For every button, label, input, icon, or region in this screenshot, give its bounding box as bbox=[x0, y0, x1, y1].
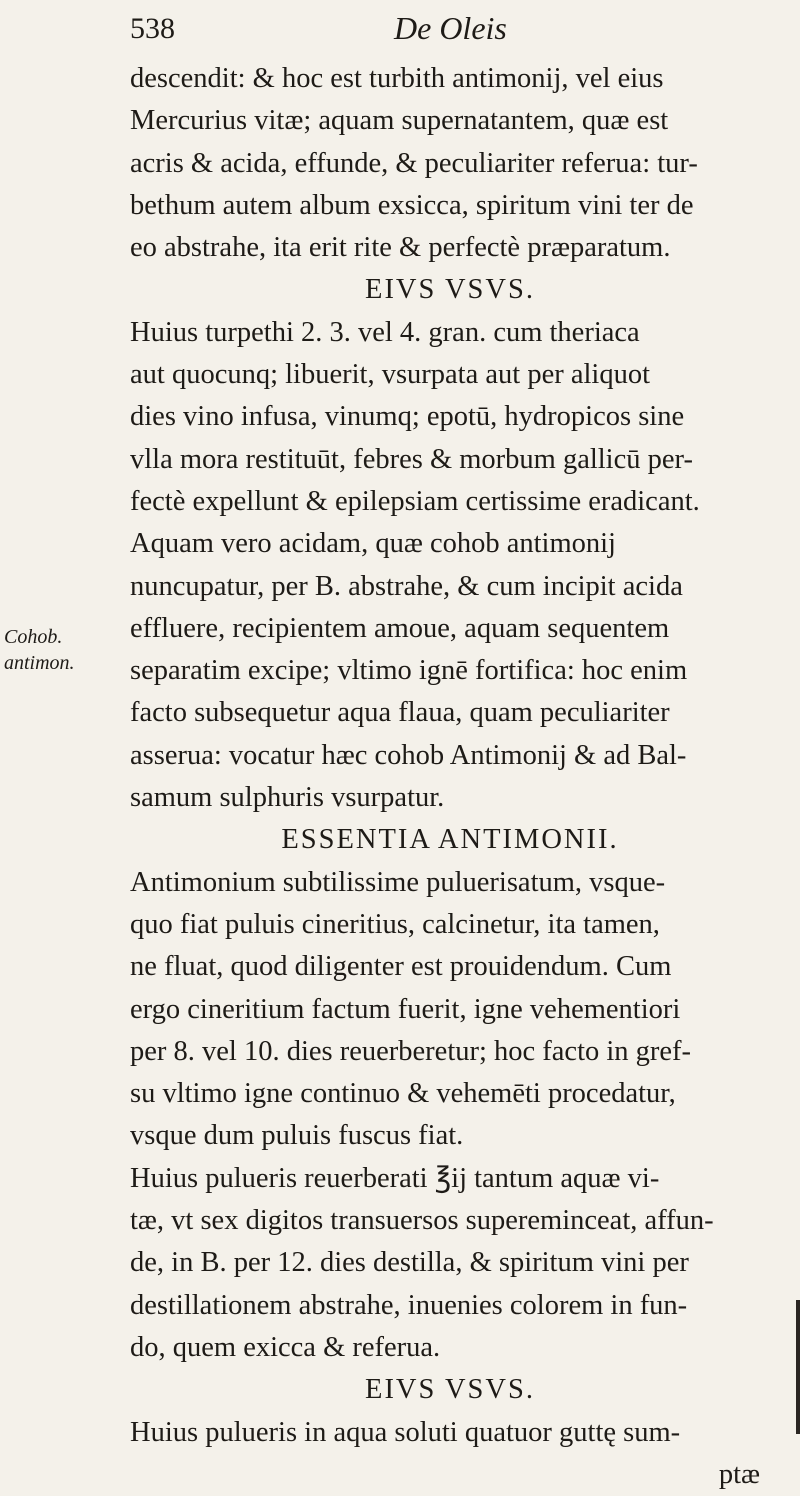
text-line: de, in B. per 12. dies destilla, & spiritum vini per bbox=[130, 1247, 689, 1279]
text-line: tæ, vt sex digitos transuersos supereminceat, affun- bbox=[130, 1205, 714, 1237]
text-line: destillationem abstrahe, inuenies colorem in fun- bbox=[130, 1289, 688, 1321]
text-line: Huius pulueris reuerberati ℥ij tantum aquæ vi- bbox=[130, 1162, 660, 1194]
marginal-note-line: Cohob. bbox=[4, 626, 63, 648]
text-line: Aquam vero acidam, quæ cohob antimonij bbox=[130, 528, 616, 560]
text-line: effluere, recipientem amoue, aquam sequentem bbox=[130, 612, 670, 644]
text-line: Mercurius vitæ; aquam supernatantem, quæ est bbox=[130, 105, 669, 137]
text-line: eo abstrahe, ita erit rite & perfectè præparatum. bbox=[130, 232, 671, 264]
text-line: fectè expellunt & epilepsiam certissime eradicant. bbox=[130, 485, 700, 517]
text-line: facto subsequetur aqua flaua, quam peculiariter bbox=[130, 697, 670, 729]
text-line: bethum autem album exsicca, spiritum vini ter de bbox=[130, 189, 694, 221]
marginal-note bbox=[4, 624, 124, 676]
text-line: acris & acida, effunde, & peculiariter referua: tur- bbox=[130, 147, 698, 179]
page-number: 538 bbox=[130, 12, 175, 45]
text-line: nuncupatur, per B. abstrahe, & cum incipit acida bbox=[130, 570, 683, 602]
section-heading: EIVS VSVS. bbox=[365, 274, 535, 306]
text-line: do, quem exicca & referua. bbox=[130, 1331, 441, 1363]
page-edge-shadow bbox=[796, 1300, 800, 1434]
marginal-note-line: antimon. bbox=[4, 652, 75, 674]
text-line: Antimonium subtilissime puluerisatum, vsque- bbox=[130, 866, 666, 898]
text-line: samum sulphuris vsurpatur. bbox=[130, 782, 445, 814]
text-line: su vltimo igne continuo & vehemēti procedatur, bbox=[130, 1078, 676, 1110]
section-heading: EIVS VSVS. bbox=[365, 1374, 535, 1406]
text-line: per 8. vel 10. dies reuerberetur; hoc facto in gref- bbox=[130, 1035, 692, 1067]
text-line: quo fiat puluis cineritius, calcinetur, ita tamen, bbox=[130, 908, 660, 940]
text-line: Huius turpethi 2. 3. vel 4. gran. cum theriaca bbox=[130, 316, 640, 348]
text-line: vlla mora restituūt, febres & morbum gallicū per- bbox=[130, 443, 693, 475]
catchword: ptæ bbox=[718, 1458, 760, 1490]
text-line: ne fluat, quod diligenter est prouidendum. Cum bbox=[130, 951, 672, 983]
text-line: dies vino infusa, vinumq; epotū, hydropicos sine bbox=[130, 401, 685, 433]
text-line: separatim excipe; vltimo ignē fortifica: hoc enim bbox=[130, 655, 688, 687]
running-title: De Oleis bbox=[394, 10, 507, 46]
text-line: descendit: & hoc est turbith antimonij, vel eius bbox=[130, 63, 664, 94]
page-header bbox=[130, 6, 770, 56]
text-line: asserua: vocatur hæc cohob Antimonij & ad Bal- bbox=[130, 739, 687, 771]
section-heading: ESSENTIA ANTIMONII. bbox=[281, 824, 619, 856]
text-line: ergo cineritium factum fuerit, igne vehementiori bbox=[130, 993, 681, 1025]
body-text bbox=[130, 58, 770, 1496]
text-line: Huius pulueris in aqua soluti quatuor guttę sum- bbox=[130, 1416, 681, 1448]
text-line: vsque dum puluis fuscus fiat. bbox=[130, 1120, 464, 1152]
text-line: aut quocunq; libuerit, vsurpata aut per aliquot bbox=[130, 359, 650, 391]
